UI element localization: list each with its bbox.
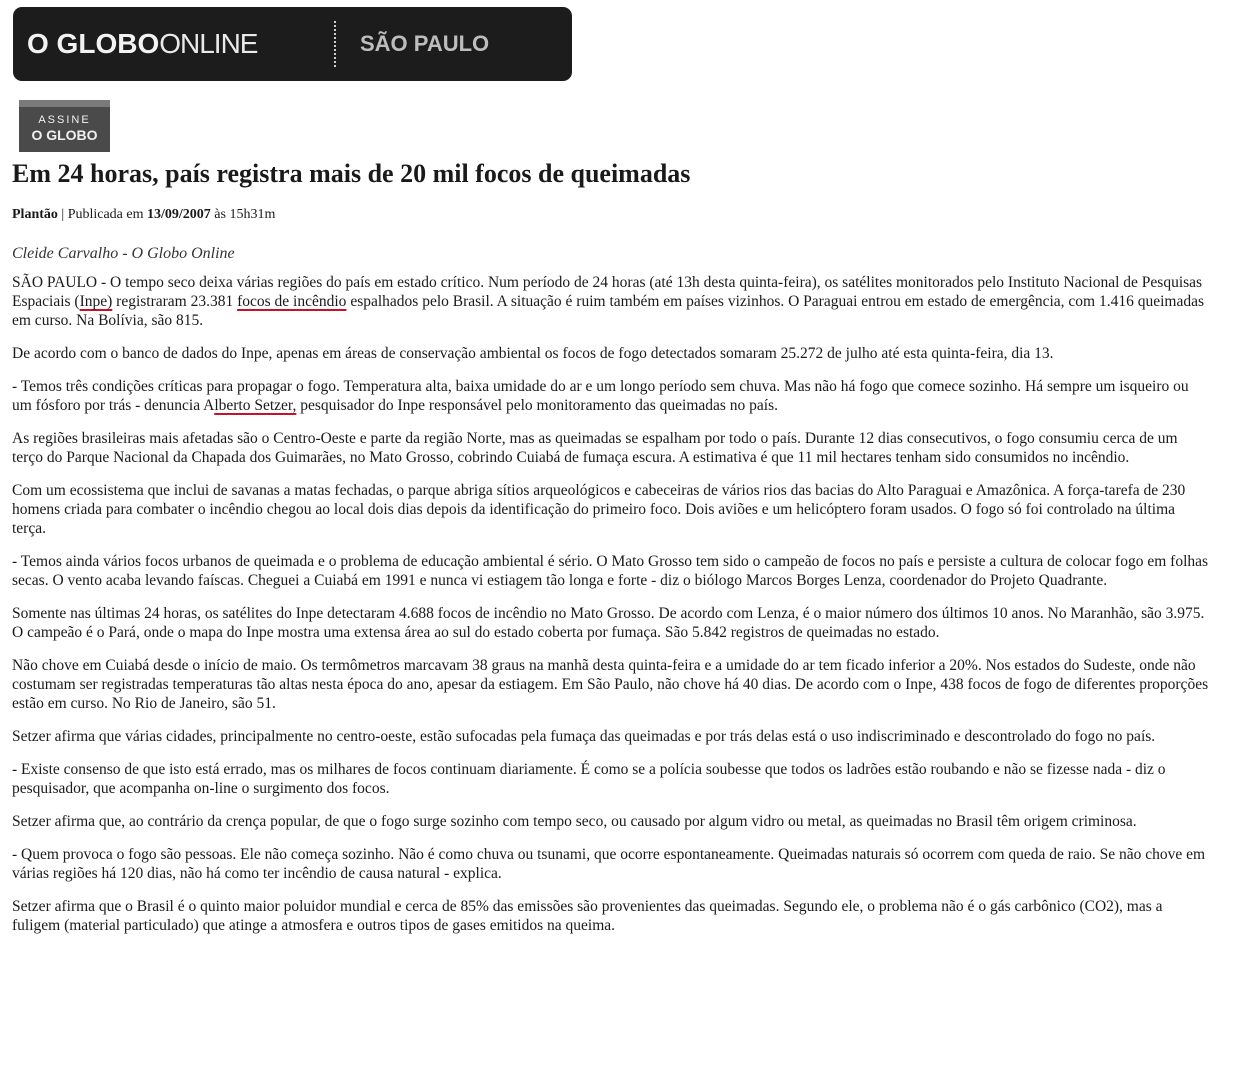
- site-logo[interactable]: [27, 27, 257, 61]
- article-byline: Cleide Carvalho - O Globo Online: [12, 245, 235, 262]
- article-body: [12, 273, 1210, 949]
- article-paragraph: Setzer afirma que, ao contrário da crença popular, de que o fogo surge sozinho com tempo seco, ou causado por algum vidro ou metal, as queimadas no Brasil têm origem criminosa.: [12, 813, 1137, 830]
- logo-suffix: ONLINE: [159, 28, 258, 59]
- logo-brand: O GLOBO: [27, 28, 160, 59]
- highlighted-inpe: Inpe): [79, 293, 113, 310]
- paragraph-text: SÃO PAULO - O tempo seco deixa várias regiões do país em estado crítico. Num período de 24 horas (até 13h desta quinta-feira), os satélites monitorados pelo Instituto Nacional de Pesquisas Espaciais (: [12, 274, 1203, 310]
- paragraph-text: pesquisador do Inpe responsável pelo monitoramento das queimadas no país.: [296, 397, 779, 414]
- masthead-divider: [334, 21, 336, 67]
- article-paragraph: - Temos ainda vários focos urbanos de queimada e o problema de educação ambiental é sério. O Mato Grosso tem sido o campeão de focos no país e persiste a cultura de colocar fogo em folhas secas. O vento acaba levando faíscas. Cheguei a Cuiabá em 1991 e nunca vi estiagem tão longa e forte - diz o biólogo Marcos Borges Lenza, coordenador do Projeto Quadrante.: [12, 553, 1209, 589]
- time-prefix: às: [210, 207, 230, 222]
- masthead-banner: [13, 7, 572, 81]
- paragraph-text: registraram 23.381: [112, 293, 238, 310]
- article-headline: Em 24 horas, país registra mais de 20 mil focos de queimadas: [12, 159, 691, 188]
- article-paragraph: As regiões brasileiras mais afetadas são o Centro-Oeste e parte da região Norte, mas as queimadas se espalham por todo o país. Durante 12 dias consecutivos, o fogo consumiu cerca de um terço do Parque Nacional da Chapada dos Guimarães, no Mato Grosso, cobrindo Cuiabá de fumaça escura. A estimativa é que 11 mil hectares tenham sido consumidos no incêndio.: [12, 430, 1178, 466]
- article-paragraph: Setzer afirma que várias cidades, principalmente no centro-oeste, estão sufocadas pela fumaça das queimadas e por trás delas está o uso indiscriminado e descontrolado do fogo no país.: [12, 728, 1156, 745]
- subscribe-badge-line1: ASSINE: [38, 114, 91, 126]
- highlighted-setzer: lberto Setzer,: [214, 397, 297, 414]
- article-paragraph: [12, 273, 1210, 330]
- publish-date: 13/09/2007: [147, 207, 211, 222]
- article-paragraph: [12, 377, 1210, 415]
- article-paragraph: Não chove em Cuiabá desde o início de maio. Os termômetros marcavam 38 graus na manhã desta quinta-feira e a umidade do ar tem ficado inferior a 20%. Nos estados do Sudeste, onde não costumam ser registradas temperaturas tão altas nesta época do ano, apesar da estiagem. Em São Paulo, não chove há 40 dias. De acordo com o Inpe, 438 focos de fogo de diferentes proporções estão em curso. No Rio de Janeiro, são 51.: [12, 657, 1209, 712]
- article-category[interactable]: Plantão: [12, 207, 58, 222]
- paragraph-text: espalhados pelo Brasil. A situação é ruim também em países vizinhos. O Paraguai entrou em estado de emergência, com 1.416 queimadas em curso. Na Bolívia, são 815.: [12, 293, 1205, 329]
- article-meta: [12, 205, 275, 225]
- published-prefix: | Publicada em: [57, 207, 148, 222]
- article-paragraph: - Quem provoca o fogo são pessoas. Ele não começa sozinho. Não é como chuva ou tsunami, que ocorre espontaneamente. Queimadas naturais só ocorrem com queda de raio. Se não chove em várias regiões há 120 dias, não há como ter incêndio de causa natural - explica.: [12, 846, 1206, 882]
- highlighted-focos: focos de incêndio: [237, 293, 347, 310]
- section-name[interactable]: SÃO PAULO: [360, 31, 490, 56]
- subscribe-badge[interactable]: [19, 100, 110, 152]
- article-paragraph: - Existe consenso de que isto está errado, mas os milhares de focos continuam diariamente. É como se a polícia soubesse que todos os ladrões estão roubando e não se fizesse nada - diz o pesquisador, que acompanha on-line o surgimento dos focos.: [12, 761, 1166, 797]
- article-paragraph: De acordo com o banco de dados do Inpe, apenas em áreas de conservação ambiental os focos de fogo detectados somaram 25.272 de julho até esta quinta-feira, dia 13.: [12, 345, 1054, 362]
- publish-time: 15h31m: [229, 207, 276, 222]
- article-paragraph: Somente nas últimas 24 horas, os satélites do Inpe detectaram 4.688 focos de incêndio no Mato Grosso. De acordo com Lenza, é o maior número dos últimos 10 anos. No Maranhão, são 3.975. O campeão é o Pará, onde o mapa do Inpe mostra uma extensa área ao sul do estado coberta por fumaça. São 5.842 registros de queimadas no estado.: [12, 605, 1205, 641]
- article-paragraph: Com um ecossistema que inclui de savanas a matas fechadas, o parque abriga sítios arqueológicos e cabeceiras de vários rios das bacias do Alto Paraguai e Amazônica. A força-tarefa de 230 homens criada para combater o incêndio chegou ao local dois dias depois da identificação do primeiro foco. Dois aviões e um helicóptero foram usados. O fogo só foi controlado na última terça.: [12, 482, 1186, 537]
- article-paragraph: Setzer afirma que o Brasil é o quinto maior poluidor mundial e cerca de 85% das emissões são provenientes das queimadas. Segundo ele, o problema não é o gás carbônico (CO2), mas a fuligem (material particulado) que atinge a atmosfera e outros tipos de gases emitidos na queima.: [12, 898, 1163, 934]
- subscribe-badge-line2: O GLOBO: [31, 127, 98, 143]
- paragraph-text: - Temos três condições críticas para propagar o fogo. Temperatura alta, baixa umidade do ar e um longo período sem chuva. Mas não há fogo que comece sozinho. Há sempre um isqueiro ou um fósforo por trás - denuncia A: [12, 378, 1189, 414]
